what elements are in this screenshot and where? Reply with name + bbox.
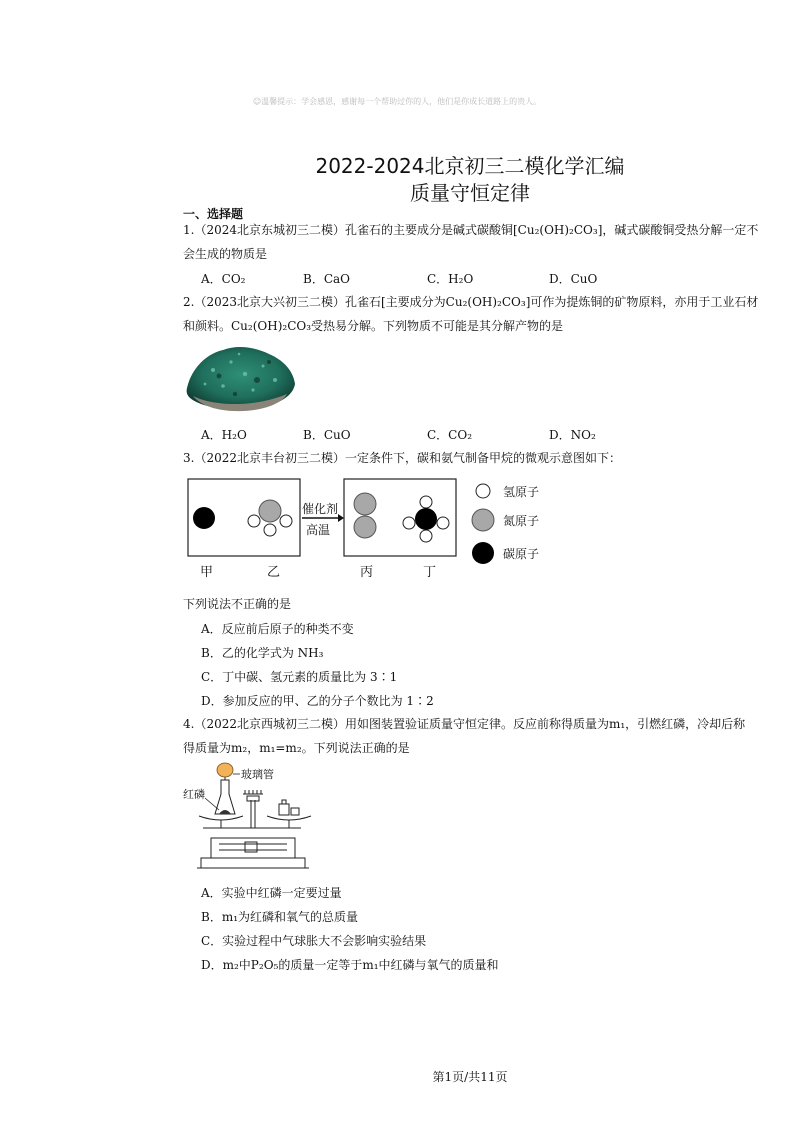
q2-line2: 和颜料。Cu₂(OH)₂CO₃受热易分解。下列物质不可能是其分解产物的是 <box>183 319 564 333</box>
q2-option-d: D．NO₂ <box>549 428 596 442</box>
hydrogen-atom <box>420 496 432 508</box>
carbon-atom <box>193 507 215 529</box>
page-number: 第1页/共11页 <box>432 1070 508 1084</box>
legend-carbon: 碳原子 <box>503 547 540 561</box>
q1-line1: 1.（2024北京东城初三二模）孔雀石的主要成分是碱式碳酸铜[Cu₂(OH)₂CO₃]，碱式碳酸铜受热分解一定不 <box>183 223 759 237</box>
label-red-phosphorus: 红磷 <box>183 788 205 801</box>
hydrogen-atom <box>437 517 449 529</box>
label-jia: 甲 <box>200 565 214 580</box>
malachite-photo <box>183 340 297 412</box>
q2-line1: 2.（2023北京大兴初三二模）孔雀石[主要成分为Cu₂(OH)₂CO₃]可作为提炼铜的矿物原料，亦用于工业石材 <box>183 295 759 309</box>
page-title: 2022-2024北京初三二模化学汇编 <box>315 154 625 178</box>
q3-option-a: A．反应前后原子的种类不变 <box>201 622 354 636</box>
q1-option-c: C．H₂O <box>427 272 474 286</box>
arrow-condition-bottom: 高温 <box>306 523 331 537</box>
nitrogen-atom <box>354 493 376 515</box>
balance-apparatus <box>183 760 323 876</box>
q1-option-b: B．CaO <box>303 272 350 286</box>
legend-hydrogen: 氢原子 <box>503 485 540 499</box>
q3-option-d: D．参加反应的甲、乙的分子个数比为 1∶2 <box>201 694 434 708</box>
q4-line1: 4.（2022北京西城初三二模）用如图装置验证质量守恒定律。反应前称得质量为m₁，引燃红磷，冷却后称 <box>183 717 746 731</box>
q1-option-d: D．CuO <box>549 272 598 286</box>
watermark: ☺溫馨提示：学会感恩，感谢每一个帮助过你的人，他们是你成长道路上的贵人。 <box>252 97 542 106</box>
q2-option-a: A．H₂O <box>201 428 247 442</box>
legend-nitrogen: 氮原子 <box>503 514 540 528</box>
q2-option-b: B．CuO <box>303 428 351 442</box>
hydrogen-atom <box>264 524 276 536</box>
legend-carbon-swatch <box>472 542 494 564</box>
q4-line2: 得质量为m₂，m₁=m₂。下列说法正确的是 <box>183 741 410 755</box>
hydrogen-atom <box>280 515 292 527</box>
legend-hydrogen-swatch <box>476 484 490 498</box>
carbon-atom <box>415 508 437 530</box>
q3-option-b: B．乙的化学式为 NH₃ <box>201 646 324 660</box>
q3-line1: 3.（2022北京丰台初三二模）一定条件下，碳和氨气制备甲烷的微观示意图如下： <box>183 451 621 465</box>
label-ding: 丁 <box>423 565 437 580</box>
q3-option-c: C．丁中碳、氢元素的质量比为 3∶1 <box>201 670 398 684</box>
q4-option-c: C．实验过程中气球胀大不会影响实验结果 <box>201 934 427 948</box>
q1-option-a: A．CO₂ <box>201 272 246 286</box>
nitrogen-atom <box>259 500 281 522</box>
balloon <box>217 763 233 777</box>
q1-line2: 会生成的物质是 <box>183 247 268 261</box>
q3-prompt: 下列说法不正确的是 <box>183 597 292 611</box>
q4-option-d: D．m₂中P₂O₅的质量一定等于m₁中红磷与氧气的质量和 <box>201 958 499 972</box>
q4-option-a: A．实验中红磷一定要过量 <box>201 886 342 900</box>
q2-option-c: C．CO₂ <box>427 428 473 442</box>
label-glass-tube: 玻璃管 <box>241 768 274 781</box>
hydrogen-atom <box>420 530 432 542</box>
reaction-diagram <box>183 472 553 584</box>
arrow-condition-top: 催化剂 <box>302 502 339 516</box>
hydrogen-atom <box>248 515 260 527</box>
arrow-head <box>338 514 344 522</box>
nitrogen-atom <box>354 516 376 538</box>
section-heading: 一、选择题 <box>183 207 244 221</box>
hydrogen-atom <box>403 517 415 529</box>
page-subtitle: 质量守恒定律 <box>410 181 530 205</box>
q4-option-b: B．m₁为红磷和氧气的总质量 <box>201 910 359 924</box>
label-bing: 丙 <box>360 565 374 580</box>
legend-nitrogen-swatch <box>472 509 494 531</box>
label-yi: 乙 <box>267 565 281 580</box>
